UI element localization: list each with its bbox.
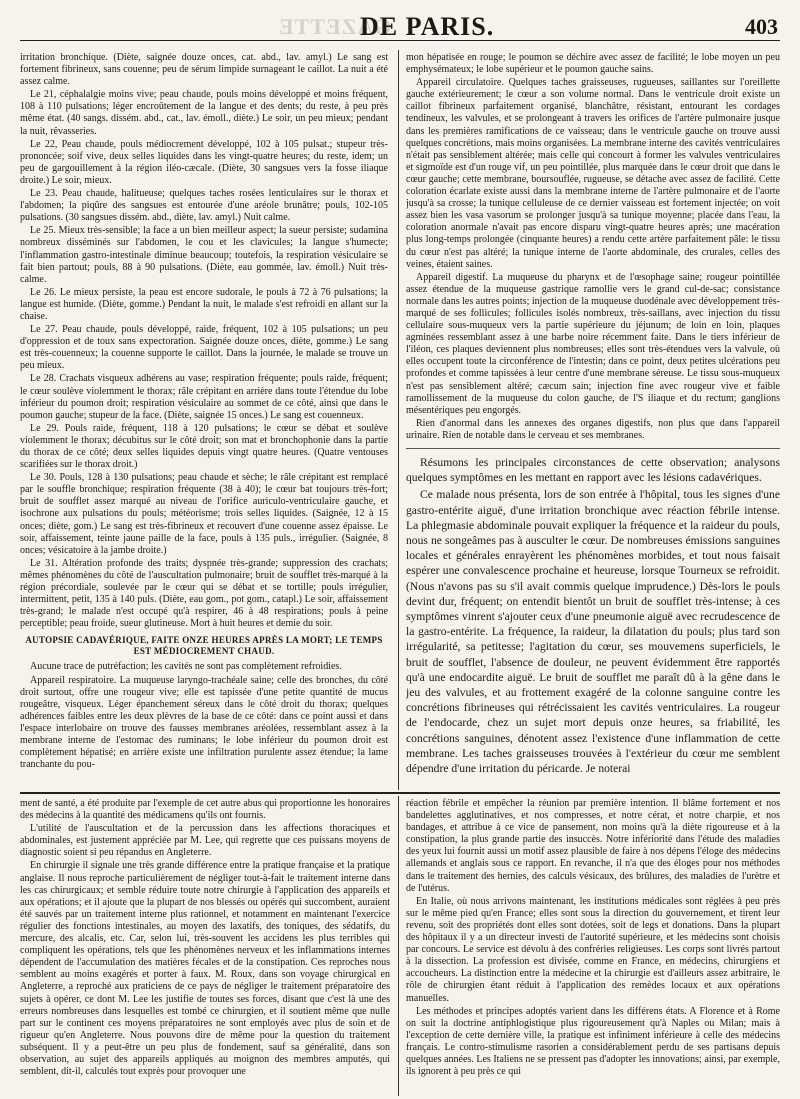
- paragraph: L'utilité de l'auscultation et de la percussion dans les affections thoraciques et abdominales, est justement appréciée par M. Lee, qui regrette que ces puissans moyens de diagnostic soient si peu répandus en Angleterre.: [20, 823, 390, 859]
- section-divider: [406, 448, 780, 449]
- paragraph: Les méthodes et principes adoptés varient dans les différens états. A Florence et à Rome on suit la doctrine antiphlogistique plus rigoureusement qu'à Naples ou Milan; mais à l'exception de cette dernière ville, la pratique est infiniment inférieure à celle des médecins français. Le contro-stimulisme rasorien a considérablement perdu de ses partisans depuis quelques années. Les Italiens ne se pressent pas d'adopter les innovations; ainsi, par exemple, ils ignorent à peu près ce qui: [406, 1005, 780, 1078]
- paragraph: Le 21, céphalalgie moins vive; peau chaude, pouls moins développé et moins fréquent, 108 à 110 pulsations; léger encroûtement de la langue et des dents; du reste, à peu près même état. (40 sangs. dissém. abd., cat., lav. émoll., diète.) Le soir, un peu mieux; pendant la nuit, rêvasseries.: [20, 89, 388, 137]
- running-title: DE PARIS.: [360, 12, 495, 41]
- feuilleton-rule: [20, 792, 780, 794]
- paragraph: En Italie, où nous arrivons maintenant, les institutions médicales sont réglées à peu près sur le même pied qu'en France; elles sont sous la direction du gouvernement, et tirent leur revenu, soit des propriétés dont elles sont dotées, soit de legs et donations. Dans la plupart des hôpitaux il y a un directeur investi de l'autorité supérieure, et les médecins sont choisis par concours. Le service est dévolu à des confréries religieuses. Les corps sont livrés partout à la dissection. La profession est divisée, comme en France, en médecins, chirurgiens et accoucheurs. La distinction entre la médecine et la chirurgie est d'ailleurs assez arbitraire, le rôle de chirurgien étant réduit à l'application des remèdes locaux et aux opérations manuelles.: [406, 895, 780, 1004]
- paragraph: Le 29. Pouls raide, fréquent, 118 à 120 pulsations; le cœur se débat et soulève violemment le thorax; décubitus sur le côté droit; son mat et bronchophonie dans la partie du thorax de ce côté; deux selles liquides depuis vingt quatre heures. (Quatre ventouses scarifiées sur le thorax droit.): [20, 422, 388, 471]
- page-number: 403: [745, 14, 778, 39]
- paragraph: Ce malade nous présenta, lors de son entrée à l'hôpital, tous les signes d'une gastro-entérite aiguë, d'une irritation bronchique avec réaction fébrile intense. La phlegmasie abdominale pouvait expliquer la fréquence et la raideur du pouls, nous ne songeâmes pas à ausculter le cœur. De nombreuses émissions sanguines locales et générales enrayèrent les phénomènes morbides, et tout nous faisait espérer une convalescence prochaine et heureuse, lorsque Tourneux se refroidit. (Nous n'avons pas su s'il avait commis quelque imprudence.) Dès-lors le pouls devint dur, fréquent; on entendit bientôt un bruit de soufflet très-intense; à ces symptômes vinrent s'ajouter ceux d'une pneumonie aiguë avec recrudescence de la gastro-entérite. La fréquence, la raideur, la dilatation du pouls; plus tard son irrégularité, sa petitesse; l'agitation du cœur, ses mouvemens superficiels, le bruit de soufflet, l'absence de douleur, ne peuvent évidemment être rapportés qu'à une endocardite aiguë. Le bruit de soufflet me paraît dû à la gêne dans le jeu des valvules, et au frottement exagéré de la colonne sanguine contre les concrétions fibrineuses qui rétrécissaient les cavités ventriculaires. La rougeur de l'endocarde, chez un sujet mort depuis onze heures, sa friabilité, les concrétions sanguines, dénotent assez l'existence d'une inflammation de cette membrane. Les taches graisseuses trouvées à l'extérieur du cœur me semblent dépendre d'une irritation du péricarde. Je noterai: [406, 488, 780, 776]
- paragraph: Le 28. Crachats visqueux adhérens au vase; respiration fréquente; pouls raide, fréquent; le cœur soulève violemment le thorax; râle crépitant en arrière dans toute l'étendue du lobe inférieur du poumon droit; respiration vésiculaire au sommet de ce côté, ainsi que dans le poumon gauche; stupeur de la face. (Diète, saignée 15 onces.) Le sang est couenneux.: [20, 373, 388, 421]
- paragraph: Le 30. Pouls, 128 à 130 pulsations; peau chaude et sèche; le râle crépitant est remplacé par le souffle bronchique; respiration fréquente (38 à 40); le cœur bat toujours très-fort; bruit de soufflet assez marqué au niveau de l'orifice auriculo-ventriculaire gauche, et isochrone aux pulsations du pouls; météorisme; trois selles liquides. (Saignée, 12 à 15 onces; diète, gom.) Le sang est très-fibrineux et recouvert d'une couenne assez épaisse. Le soir, affaissement, teinte jaune paille de la face, pouls à 135 puls., irrégulier. (Saignée, 8 onces; vésicatoire à la jambe droite.): [20, 472, 388, 556]
- column-divider-bottom: [398, 796, 399, 1096]
- paragraph: irritation bronchique. (Diète, saignée douze onces, cat. abd., lav. amyl.) Le sang est fortement fibrineux, sans couenne; peu de sérum limpide surnageant le caillot. La nuit a été assez calme.: [20, 52, 388, 88]
- column-divider-top: [398, 50, 399, 790]
- paragraph: réaction fébrile et empêcher la réunion par première intention. Il blâme fortement et nos bandelettes agglutinatives, et nos compresses, et notre cérat, et notre charpie, et nos bandages, et attribue à ce vice de pansement, non moins qu'à la diète rigoureuse et à la constipation, la plus grande partie des insuccès. Notre infériorité dans l'étude des maladies des yeux lui fournit aussi un motif assez plausible de faire à nos dépens l'éloge des médecins allemands et anglais sous ce rapport. En revanche, il n'a que des éloges pour nos méthodes dans le traitement des hernies, des calculs vésicaux, des brûlures, des maladies de l'urètre et de l'utérus.: [406, 798, 780, 894]
- page-header: [20, 8, 780, 41]
- paragraph: En chirurgie il signale une très grande différence entre la pratique française et la pratique anglaise. Il nous reproche particulièrement de négliger tout-à-fait le traitement interne dans les cas chirurgicaux; et semble réduire toute notre chirurgie à l'application des appareils et aux opérations; et il ajoute que la plupart de nos blessés ou opérés qui succombent, auraient été sauvés par un traitement interne plus rationnel, et notamment en maintenant l'exercice régulier des fonctions intestinales, au moyen des laxatifs, des toniques, des sédatifs, du mercure, des alcalis, etc. Car, selon lui, très-souvent les accidens les plus terribles qui compliquent les opérations, tels que les phénomènes nerveux et les inflammations internes dépendent de l'accumulation des matières fécales et de la constipation. Ces reproches nous semblent au moins exagérés et porter à faux. M. Roux, dans son voyage chirurgical en Angleterre, a reproché aux praticiens de ce pays de négliger le traitement préparatoire des sujets à opérer, ce dont M. Lee les justifie de toutes ses forces, disant que c'est là une des erreurs nombreuses dans lesquelles est tombé ce chirurgien, et il soutient même que nulle part sur le continent ces moyens préparatoires ne sont employés avec plus de soin et de rigueur qu'en Angleterre. Nous pouvons dire de même pour la question du traitement subséquent. Il y a peut-être un peu plus de fondement, sauf sa généralité, dans son observation, au sujet des appareils appliqués au moignon des membres amputés, qui semblent, dit-il, calculés tout exprès pour provoquer une: [20, 860, 390, 1078]
- column-top-right: [406, 52, 780, 787]
- paragraph: ment de santé, a été produite par l'exemple de cet autre abus qui proportionne les honoraires des médecins à la quantité des médicamens qu'ils ont fournis.: [20, 798, 390, 822]
- paragraph: Appareil circulatoire. Quelques taches graisseuses, rugueuses, saillantes sur l'oreillette gauche extérieurement; le cœur a son volume normal. Dans le ventricule droit existe un caillot fibrineux parfaitement organisé, blanchâtre, résistant, entourant les cordages tendineux, les valvules, et se prolongeant à travers les orifices de l'artère pulmonaire jusque dans les premières ramifications de ce vaisseau; dans le ventricule gauche on trouve aussi quelques concrétions, mais moins organisées. La membrane interne des cavités ventriculaires n'était pas sensiblement altérée; mais celle qui concourt à former les valvules ventriculaires et sigmoïde est d'un rouge vif, un peu pointillée, plus marquée dans le cœur droit que dans le cœur gauche; cette membrane, boursouflée, rugueuse, se détache avec assez de facilité. Cette coloration écarlate existe aussi dans la membrane interne de l'artère pulmonaire et de l'aorte jusqu'à sa crosse; la tunique celluleuse de ce dernier vaisseau est fortement injectée; on voit assez bien les vasa vasorum se prolonger jusqu'à sa tunique moyenne; placée dans l'eau, la coloration anormale n'avait pas encore disparu vingt-quatre heures après; une macération plus long-temps prolongée (cinquante heures) a rendu cette artère parfaitement pâle: le tissu du cœur n'est pas altéré; la tunique interne de l'aorte abdominale, des crurales, celles des veines, étaient saines.: [406, 77, 780, 270]
- summary-block: [406, 455, 780, 776]
- show-through-text: GAZETTE: [278, 14, 392, 39]
- column-bottom-left: [20, 798, 390, 1096]
- paragraph: Le 25. Mieux très-sensible; la face a un bien meilleur aspect; la sueur persiste; sudamina nombreux disséminés sur l'abdomen, le cou et les clavicules; la langue s'humecte; l'inflammation gastro-intestinale diminue beaucoup; toutefois, la respiration vésiculaire se fait bien partout; pouls, 88 à 90 pulsations. (Diète, eau gommée, lav. émoll.) Nuit très-calme.: [20, 225, 388, 285]
- column-top-left: [20, 52, 388, 787]
- paragraph: Le 26. Le mieux persiste, la peau est encore sudorale, le pouls à 72 à 76 pulsations; la langue est humide. (Diète, gomme.) Pendant la nuit, le malade s'est refroidi en allant sur la chaise.: [20, 286, 388, 322]
- paragraph: Le 22, Peau chaude, pouls médiocrement développé, 102 à 105 pulsat.; stupeur très-prononcée; soif vive, deux selles liquides dans les vingt-quatre heures; du reste, idem; un peu de gargouillement à la région iléo-cæcale. (Diète, 30 sangsues vers la fosse iliaque droite.) Le soir, mieux.: [20, 138, 388, 186]
- paragraph: Le 23. Peau chaude, halitueuse; quelques taches rosées lenticulaires sur le thorax et l'abdomen; la piqûre des sangsues est entourée d'une aréole brunâtre; pouls, 102-105 pulsations. (30 sangsues dissém. abd., diète, lav. amyl.) Nuit calme.: [20, 188, 388, 224]
- paragraph: mon hépatisée en rouge; le poumon se déchire avec assez de facilité; le lobe moyen un peu emphysémateux; le lobe supérieur et le poumon gauche sains.: [406, 52, 780, 76]
- autopsy-heading: AUTOPSIE CADAVÉRIQUE, FAITE ONZE HEURES APRÈS LA MORT; LE TEMPS EST MÉDIOCREMENT CHAUD.: [25, 635, 383, 657]
- paragraph: Aucune trace de putréfaction; les cavités ne sont pas complètement refroidies.: [30, 661, 342, 673]
- paragraph: Le 31. Altération profonde des traits; dyspnée très-grande; suppression des crachats; mêmes phénomènes du côté de l'auscultation pulmonaire; bruit de soufflet très-marqué à la région précordiale, soulevée par le cœur qui se débat et se tortille; pouls irrégulier, intermittent, petit, 135 à 140 puls. (Diète, eau gom., pot gom., catapl.) Le soir, affaissement très-grand; le malade n'est occupé qu'à respirer, 46 à 48 respirations; pouls à peine perceptible; peau froide, sueur glutineuse. Mort à huit heures et demie du soir.: [20, 557, 388, 630]
- paragraph: Appareil digestif. La muqueuse du pharynx et de l'œsophage saine; rougeur pointillée assez étendue de la muqueuse gastrique ramollie vers le grand cul-de-sac; consistance normale dans les autres points; injection de la muqueuse duodénale avec développement très-marqué de ses follicules; follicules isolés nombreux, très-saillans, avec injection du tissu cellulaire sous-muqueux vers la partie supérieure du jéjunum; de loin en loin, plaques agminées ressemblant assez à une barbe noire récemment faite. Dans le tiers inférieur de l'iléon, ces plaques deviennent plus nombreuses; elles sont très-étendues vers la valvule, où elles occupent toute la circonférence de l'intestin; dans ce point, deux petites ulcérations peu profondes et comme tapissées à leur centre d'une membrane séreuse. Le tissu sous-muqueux n'est pas sensiblement altéré; cæcum sain; injection fine avec rougeur vive et faible ramollissement de la muqueuse du colon gauche, de l'S iliaque et du rectum; ganglions mésentériques peu engorgés.: [406, 271, 780, 416]
- paragraph: Rien d'anormal dans les annexes des organes digestifs, non plus que dans l'appareil urinaire. Rien de notable dans le cerveau et ses membranes.: [406, 417, 780, 441]
- paragraph: Le 27. Peau chaude, pouls développé, raide, fréquent, 102 à 105 pulsations; un peu d'oppression et de toux sans expectoration. Saignée douze onces, diète, gomme.) Le sang est très-couenneux; la couenne supporte le caillot. Dans la journée, le malade se trouve un peu mieux.: [20, 324, 388, 372]
- paragraph: Résumons les principales circonstances de cette observation; analysons quelques symptômes en les mettant en rapport avec les lésions cadavériques.: [406, 456, 780, 485]
- column-bottom-right: [406, 798, 780, 1096]
- paragraph: Appareil respiratoire. La muqueuse laryngo-trachéale saine; celle des bronches, du côté droit surtout, offre une rougeur vive; elle est tapissée d'une petite quantité de mucus rougeâtre, visqueux. Léger épanchement séreux dans le côté droit du thorax; quelques adhérences faibles entre les deux plèvres de la base de ce côté: dans ce point aussi et dans l'espace interlobaire on trouve des fausses membranes aréolées, ressemblant assez à la membrane interne de l'estomac des ruminans; le lobe inférieur du poumon droit est complètement hépatisé; en arrière existe une infiltration purulente assez étendue; la lame tranchante du pou-: [20, 674, 388, 771]
